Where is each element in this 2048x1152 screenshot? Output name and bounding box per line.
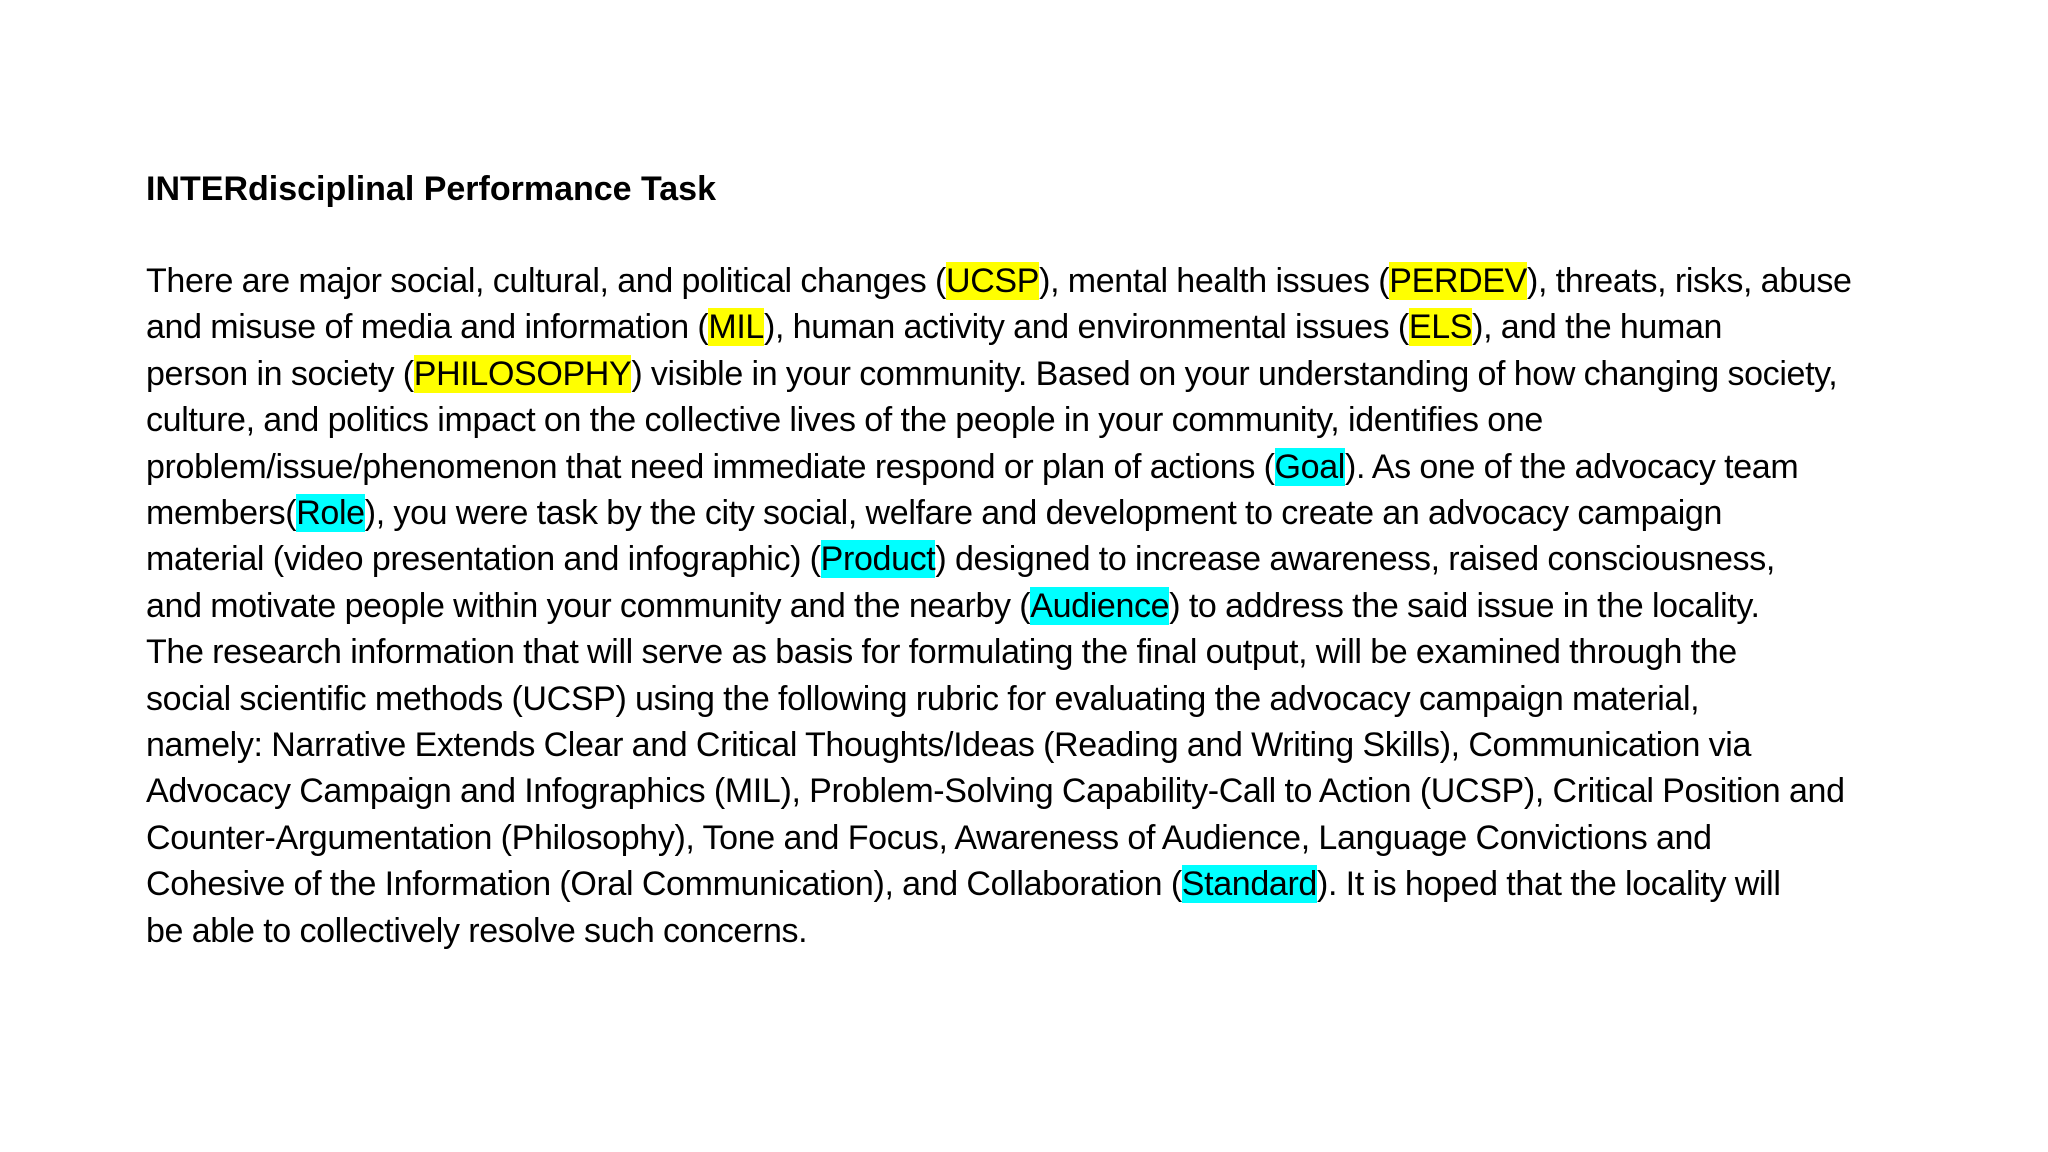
- paragraph-line: [146, 397, 1946, 443]
- paragraph-line: [146, 444, 1946, 490]
- paragraph-line: [146, 490, 1946, 536]
- paragraph-text: The research information that will serve as basis for formulating the final output, will be examined through the: [146, 633, 1737, 672]
- paragraph-line: [146, 258, 1946, 304]
- grasps-highlight: Audience: [1030, 586, 1170, 625]
- paragraph-text: culture, and politics impact on the collective lives of the people in your community, identifies one: [146, 401, 1543, 440]
- paragraph-line: [146, 722, 1946, 768]
- paragraph-text: ), and the human: [1472, 308, 1723, 347]
- paragraph-line: [146, 629, 1946, 675]
- paragraph-line: [146, 583, 1946, 629]
- task-description-paragraph: [146, 258, 1946, 954]
- paragraph-text: ) visible in your community. Based on your understanding of how changing society,: [631, 354, 1838, 393]
- paragraph-line: [146, 908, 1946, 954]
- paragraph-text: and motivate people within your community and the nearby (: [146, 586, 1031, 625]
- grasps-highlight: Role: [296, 494, 365, 533]
- paragraph-text: There are major social, cultural, and political changes (: [146, 262, 947, 300]
- paragraph-text: ), you were task by the city social, welfare and development to create an advocacy campaign: [364, 494, 1723, 533]
- subject-highlight: PHILOSOPHY: [413, 354, 632, 393]
- paragraph-text: problem/issue/phenomenon that need immediate respond or plan of actions (: [146, 447, 1275, 486]
- paragraph-line: [146, 676, 1946, 722]
- paragraph-line: [146, 536, 1946, 582]
- paragraph-text: person in society (: [146, 354, 414, 393]
- paragraph-text: ) designed to increase awareness, raised consciousness,: [935, 540, 1775, 579]
- slide-title: INTERdisciplinal Performance Task: [146, 170, 716, 208]
- paragraph-text: namely: Narrative Extends Clear and Critical Thoughts/Ideas (Reading and Writing Skills), Communication via: [146, 726, 1752, 765]
- paragraph-text: ), threats, risks, abuse: [1527, 262, 1852, 300]
- paragraph-line: [146, 351, 1946, 397]
- grasps-highlight: Product: [820, 540, 936, 579]
- subject-highlight: UCSP: [946, 262, 1040, 300]
- subject-highlight: PERDEV: [1389, 262, 1527, 300]
- paragraph-text: Advocacy Campaign and Infographics (MIL), Problem-Solving Capability-Call to Action (UCSP), Critical Position and: [146, 772, 1845, 811]
- paragraph-line: [146, 304, 1946, 350]
- paragraph-text: ) to address the said issue in the locality.: [1169, 586, 1760, 625]
- grasps-highlight: Standard: [1181, 865, 1317, 904]
- subject-highlight: MIL: [708, 308, 764, 347]
- paragraph-text: social scientific methods (UCSP) using the following rubric for evaluating the advocacy campaign material,: [146, 679, 1700, 718]
- paragraph-text: material (video presentation and infographic) (: [146, 540, 821, 579]
- paragraph-text: ), human activity and environmental issues (: [764, 308, 1409, 347]
- paragraph-text: and misuse of media and information (: [146, 308, 709, 347]
- paragraph-line: [146, 861, 1946, 907]
- slide-content: [146, 166, 1946, 954]
- paragraph-text: ). It is hoped that the locality will: [1317, 865, 1781, 904]
- paragraph-text: Cohesive of the Information (Oral Communication), and Collaboration (: [146, 865, 1182, 904]
- paragraph-text: Counter-Argumentation (Philosophy), Tone and Focus, Awareness of Audience, Language Convictions and: [146, 818, 1712, 857]
- grasps-highlight: Goal: [1274, 447, 1345, 486]
- paragraph-text: members(: [146, 494, 297, 533]
- paragraph-text: ). As one of the advocacy team: [1344, 447, 1799, 486]
- paragraph-line: [146, 768, 1946, 814]
- paragraph-line: [146, 815, 1946, 861]
- paragraph-text: ), mental health issues (: [1039, 262, 1390, 300]
- subject-highlight: ELS: [1408, 308, 1473, 347]
- paragraph-text: be able to collectively resolve such concerns.: [146, 911, 808, 950]
